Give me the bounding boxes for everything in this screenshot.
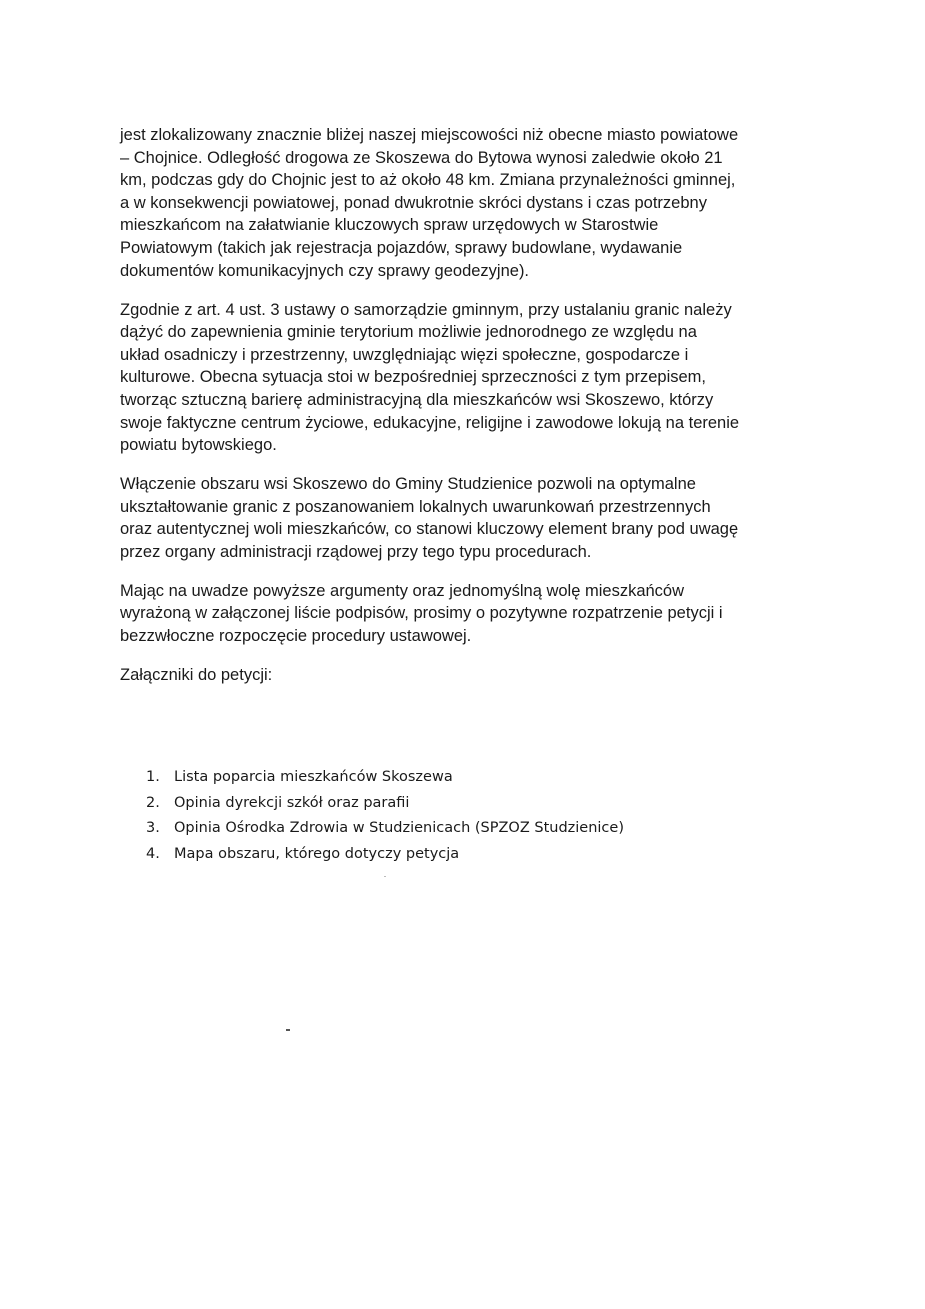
text-line: – Chojnice. Odległość drogowa ze Skoszewa do Bytowa wynosi zaledwie około 21 bbox=[120, 148, 723, 167]
text-line: Włączenie obszaru wsi Skoszewo do Gminy Studzienice pozwoli na optymalne bbox=[120, 475, 696, 494]
text-line: Powiatowym (takich jak rejestracja pojazdów, sprawy budowlane, wydawanie bbox=[120, 238, 683, 257]
attachment-number: 3. bbox=[146, 820, 160, 837]
text-line: Mając na uwadze powyższe argumenty oraz jednomyślną wolę mieszkańców bbox=[120, 581, 685, 600]
document-body bbox=[120, 124, 830, 687]
attachment-text: Opinia dyrekcji szkół oraz parafii bbox=[174, 794, 410, 811]
attachments-list bbox=[146, 765, 624, 867]
text-line: jest zlokalizowany znacznie bliżej naszej miejscowości niż obecne miasto powiatowe bbox=[120, 126, 739, 144]
text-line: ukształtowanie granic z poszanowaniem lokalnych uwarunkowań przestrzennych bbox=[120, 497, 711, 516]
text-line: oraz autentycznej woli mieszkańców, co stanowi kluczowy element brany pod uwagę bbox=[120, 520, 739, 539]
scan-speck bbox=[286, 1029, 290, 1031]
attachment-item bbox=[146, 765, 624, 791]
text-line: układ osadniczy i przestrzenny, uwzględniając więzi społeczne, gospodarcze i bbox=[120, 345, 689, 364]
text-line: kulturowe. Obecna sytuacja stoi w bezpośredniej sprzeczności z tym przepisem, bbox=[120, 368, 706, 387]
attachment-text: Opinia Ośrodka Zdrowia w Studzienicach (SPZOZ Studzienice) bbox=[174, 820, 624, 837]
attachment-text: Mapa obszaru, którego dotyczy petycja bbox=[174, 845, 460, 862]
attachment-item bbox=[146, 842, 624, 868]
paragraph-distance bbox=[120, 124, 830, 282]
attachment-text: Lista poparcia mieszkańców Skoszewa bbox=[174, 769, 453, 785]
paragraph-inclusion bbox=[120, 473, 830, 563]
attachment-number: 2. bbox=[146, 794, 160, 811]
paragraph-legal-basis bbox=[120, 299, 830, 457]
text-line: dążyć do zapewnienia gminie terytorium możliwie jednorodnego ze względu na bbox=[120, 323, 697, 342]
text-line: swoje faktyczne centrum życiowe, edukacyjne, religijne i zawodowe lokują na terenie bbox=[120, 413, 740, 432]
text-line: Zgodnie z art. 4 ust. 3 ustawy o samorządzie gminnym, przy ustalaniu granic należy bbox=[120, 300, 732, 319]
text-line: km, podczas gdy do Chojnic jest to aż około 48 km. Zmiana przynależności gminnej, bbox=[120, 171, 736, 190]
text-line: a w konsekwencji powiatowej, ponad dwukrotnie skróci dystans i czas potrzebny bbox=[120, 193, 707, 212]
attachment-number: 1. bbox=[146, 769, 160, 785]
text-line: tworząc sztuczną barierę administracyjną dla mieszkańców wsi Skoszewo, którzy bbox=[120, 390, 714, 409]
text-line: powiatu bytowskiego. bbox=[120, 436, 277, 455]
attachments-heading: Załączniki do petycji: bbox=[120, 666, 273, 685]
attachment-number: 4. bbox=[146, 845, 160, 862]
text-line: bezzwłoczne rozpoczęcie procedury ustawowej. bbox=[120, 627, 472, 646]
text-line: mieszkańcom na załatwianie kluczowych spraw urzędowych w Starostwie bbox=[120, 216, 659, 235]
text-line: przez organy administracji rządowej przy tego typu procedurach. bbox=[120, 542, 592, 561]
attachment-item bbox=[146, 816, 624, 842]
scan-speck bbox=[384, 876, 386, 877]
paragraph-request bbox=[120, 580, 830, 648]
text-line: wyrażoną w załączonej liście podpisów, prosimy o pozytywne rozpatrzenie petycji i bbox=[120, 604, 723, 623]
text-line: dokumentów komunikacyjnych czy sprawy geodezyjne). bbox=[120, 261, 530, 280]
attachment-item bbox=[146, 791, 624, 817]
